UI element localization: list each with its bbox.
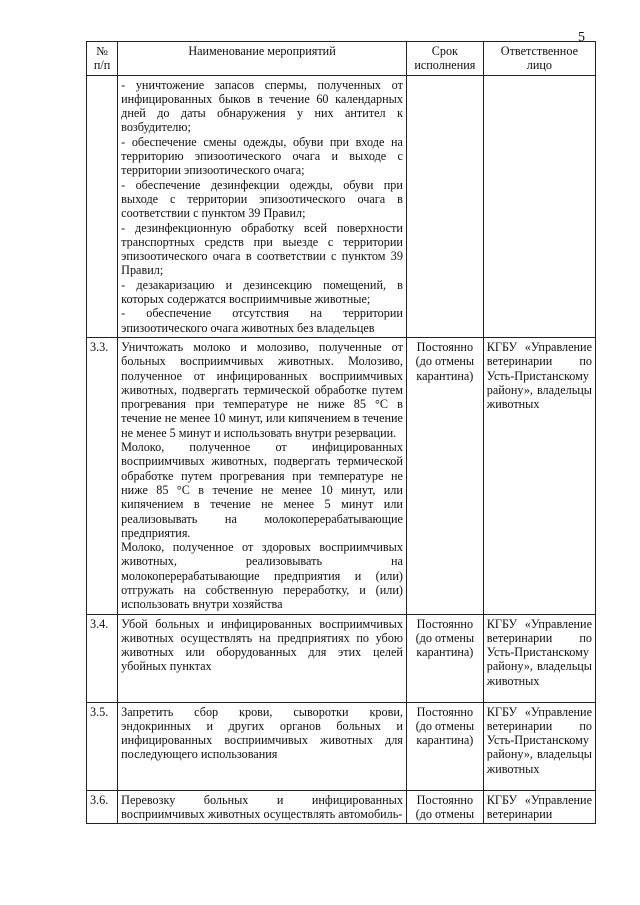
row-line: - дезакаризацию и дезинсекцию помещений, в которых содержатся восприимчивые животные; [121,277,403,307]
row-line: Убой больных и инфицированных восприимчивых животных осуществлять на предприятиях по убою животных или оборудованных для этих целей убойных пунктах [121,616,403,674]
table-row [87,75,596,337]
header-num: № п/п [87,42,118,76]
row-responsible: КГБУ «Управление ветеринарии по Усть-Пристанскому району», владельцы животных [483,702,595,790]
header-responsible: Ответственное лицо [483,42,595,76]
table-row [87,790,596,824]
measures-table [86,41,596,824]
row-responsible: КГБУ «Управление ветеринарии [483,790,595,824]
row-term: Постоянно (до отмены карантина) [406,337,483,614]
row-num: 3.6. [87,790,118,824]
row-num: 3.3. [87,337,118,614]
row-description [118,75,407,337]
row-description [118,337,407,614]
row-description [118,702,407,790]
row-line: - дезинфекционную обработку всей поверхности транспортных средств при выезде с территории эпизоотического очага в соответствии с пунктом 39 Правил; [121,220,403,278]
row-description [118,790,407,824]
table-row [87,702,596,790]
row-description [118,614,407,702]
table-row [87,614,596,702]
row-line: Запретить сбор крови, сыворотки крови, эндокринных и других органов больных и инфицированных восприимчивых животных для последующего использования [121,704,403,762]
row-term [406,75,483,337]
row-num [87,75,118,337]
row-line: - обеспечение дезинфекции одежды, обуви при выходе с территории эпизоотического очага в соответствии с пунктом 39 Правил; [121,177,403,221]
row-num: 3.4. [87,614,118,702]
row-line: Перевозку больных и инфицированных восприимчивых животных осуществлять автомобиль- [121,792,403,821]
page-number: 5 [578,30,585,45]
row-line: Молоко, полученное от здоровых восприимчивых животных, реализовывать на молокоперерабатывающие предприятия и (или) отгружать на собственную переработку, и (или) использовать внутри хозяйства [121,540,403,612]
header-term: Срок исполнения [406,42,483,76]
row-num: 3.5. [87,702,118,790]
row-responsible: КГБУ «Управление ветеринарии по Усть-Пристанскому району», владельцы животных [483,337,595,614]
row-line: Молоко, полученное от инфицированных восприимчивых животных, подвергать термической обработке путем прогревания при температуре не ниже 85 °С в течение не менее 10 минут, или кипячением в течение не менее 5 минут или реализовывать на молокоперерабатывающие предприятия. [121,440,403,540]
row-line: - уничтожение запасов спермы, полученных от инфицированных быков в течение 60 календарных дней до даты обнаружения у них антител к возбудителю; [121,77,403,135]
table-row [87,337,596,614]
row-line: - обеспечение отсутствия на территории эпизоотического очага животных без владельцев [121,306,403,335]
row-term: Постоянно (до отмены карантина) [406,614,483,702]
row-term: Постоянно (до отмены [406,790,483,824]
row-responsible: КГБУ «Управление ветеринарии по Усть-Пристанскому району», владельцы животных [483,614,595,702]
row-term: Постоянно (до отмены карантина) [406,702,483,790]
table-header-row [87,42,596,76]
row-line: Уничтожать молоко и молозиво, полученные от больных восприимчивых животных. Молозиво, полученное от инфицированных восприимчивых животных, подвергать термической обработке путем прогревания при температуре не ниже 85 °С в течение не менее 10 минут, или кипячением в течение не менее 5 минут и использовать внутри резервации. [121,339,403,440]
row-line: - обеспечение смены одежды, обуви при входе на территорию эпизоотического очага и выходе с территории эпизоотического очага; [121,134,403,178]
row-responsible [483,75,595,337]
header-name: Наименование мероприятий [118,42,407,76]
